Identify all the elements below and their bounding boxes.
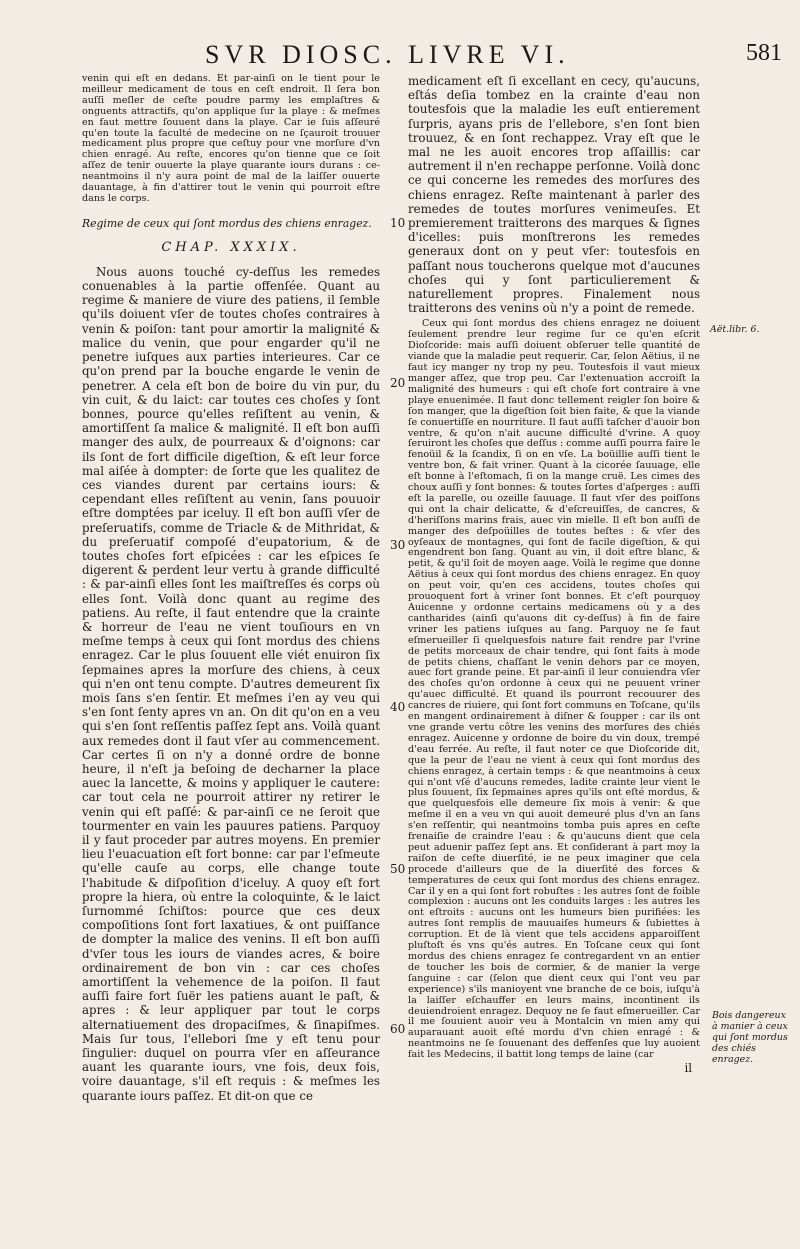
right-paragraph-1: medicament eſt ſi excellant en cecy, qu'aucuns, eſtás deſia tombez en la crainte d'eau non toutesfois que la maladie les euſt entierement ſurpris, ayans pris de l'ellebore, s'en ſont bien trouuez, & en ſont rechappez. Vray eſt que le mal ne les auoit encores trop aſſaillis: car autrement il n'en rechappe perſonne. Voilà donc ce qui concerne les remedes des morſures des chiens enragez. Reſte maintenant à parler des remedes de toutes morſures venimeuſes. Et premierement traitterons des marques & ſignes d'icelles: puis monſtrerons les remedes generaux dont on y peut vſer: toutesfois en paſſant nous toucherons quelque mot d'aucunes choſes qui y ſont particulierement & naturellement propres. Finalement nous traitterons des venins où n'y a point de remede. xyxy=(408,74,700,316)
page-number: 581 xyxy=(746,40,782,66)
left-paragraph-1: venin qui eſt en dedans. Et par-ainſi on le tient pour le meilleur medicament de tous en ceſt endroit. Il ſera bon auſſi meſler de ceſte poudre parmy les emplaſtres & onguents attractifs, qu'on applique ſur la playe : & meſmes en faut mettre ſouuent dans la playe. Car ie ſuis aſſeuré qu'en toute la faculté de medecine on ne ſçauroit trouuer medicament plus propre que ceſtuy pour vne morſure d'vn chien enragé. Au reſte, encores qu'on tienne que ce ſoit aſſez de tenir ouuerte la playe quarante iours durans : ce-neantmoins il n'y aura point de mal de la laiſſer ouuerte dauantage, à fin d'attirer tout le venin qui pourroit eſtre dans le corps. xyxy=(82,73,380,204)
line-number: 40 xyxy=(390,700,406,714)
line-number-gutter xyxy=(390,0,410,1249)
right-column xyxy=(408,74,700,1075)
line-number: 20 xyxy=(390,376,406,390)
marginal-note-reference: Aët.libr. 6. xyxy=(710,324,760,335)
running-title: SVR DIOSC. LIVRE VI. xyxy=(205,40,570,69)
section-heading: Regime de ceux qui ſont mordus des chiens enragez. xyxy=(82,216,372,230)
left-column xyxy=(82,74,380,1103)
line-number: 30 xyxy=(390,538,406,552)
line-number: 60 xyxy=(390,1022,406,1036)
line-number: 50 xyxy=(390,862,406,876)
line-number: 10 xyxy=(390,216,406,230)
marginal-note-gloss: Bois dangereux à manier à ceux qui ſont mordus des chiés enragez. xyxy=(712,1010,788,1065)
chapter-title: CHAP. XXXIX. xyxy=(161,239,301,255)
left-paragraph-2: Nous auons touché cy-deſſus les remedes conuenables à la partie offenſée. Quant au regime & maniere de viure des patiens, il ſemble qu'ils doiuent vſer de toutes choſes contraires à venin & poiſon: tant pour amortir la malignité & malice du venin, que pour engarder qu'il ne penetre iuſques aux parties interieures. Car ce qu'on prend par la bouche engarde le venin de penetrer. A cela eſt bon de boire du vin pur, du vin cuit, & du laict: car toutes ces choſes y ſont bonnes, pource qu'elles reſiſtent au venin, & amortiſſent ſa malice & malignité. Il eſt bon auſſi manger des aulx, de pourreaux & d'oignons: car ils ſont de fort difficile digeſtion, & eſt leur force mal aiſée à dompter: de ſorte que les qualitez de ces viandes durent par certains iours: & cependant elles reſiſtent au venin, ſans pouuoir eſtre domptées par iceluy. Il eſt bon auſſi vſer de preſeruatifs, comme de Triacle & de Mithridat, & du preſeruatif compoſé d'eupatorium, & de toutes choſes fort eſpicées : car les eſpices ſe digerent & perdent leur vertu à grande difficulté : & par-ainſi elles ſont les maiſtreſſes és corps où elles ſont. Voilà donc quant au regime des patiens. Au reſte, il faut entendre que la crainte & horreur de l'eau ne vient touſiours en vn meſme temps à ceux qui ſont mordus des chiens enragez. Car le plus ſouuent elle viét enuiron ſix ſepmaines apres la morſure des chiens, à ceux qui n'en ont tenu compte. D'autres demeurent ſix mois ſans s'en ſentir. Et meſmes i'en ay veu qui s'en ſont ſenty apres vn an. On dit qu'on en a veu qui s'en ſont reſſentis paſſez ſept ans. Voilà quant aux remedes dont il faut vſer au commencement. Car certes ſi on n'y a donné ordre de bonne heure, il n'eſt ja beſoing de decharner la place auec la lancette, & moins y appliquer le cautere: car tout cela ne pourroit attirer ny retirer le venin qui eſt paſſé: & par-ainſi ce ne ſeroit que tourmenter en vain les pauures patiens. Parquoy il y faut proceder par autres moyens. En premier lieu l'euacuation eſt fort bonne: car par l'eſmeute qu'elle cauſe au corps, elle change toute l'habitude & diſpoſition d'iceluy. A quoy eſt fort propre la hiera, où entre la coloquinte, & le laict ſurnommé ſchiſtos: pource que ces deux compoſitions ſont fort laxatiues, & ont puiſſance de dompter la malice des venins. Il eſt bon auſſi d'vſer tous les iours de viandes acres, & boire ordinairement de bon vin : car ces choſes amortiſſent la vehemence de la poiſon. Il faut auſſi faire fort ſuër les patiens auant le paſt, & apres : & leur appliquer par tout le corps alternatiuement des dropaciſmes, & ſinapiſmes. Mais ſur tous, l'ellebori ſme y eſt tenu pour ſingulier: duquel on pourra vſer en aſſeurance auant les quarante iours, vne fois, deux fois, voire dauantage, s'il eſt requis : & meſmes les quarante iours paſſez. Et dit-on que ce xyxy=(82,264,380,1103)
catchword: il xyxy=(684,1061,692,1076)
right-paragraph-2: Ceux qui ſont mordus des chiens enragez ne doiuent ſeulement prendre leur regime ſur ce qu'en eſcrit Dioſcoride: mais auſſi doiuent obſeruer telle quantité de viande que la maladie peut requerir. Car, ſelon Aëtius, il ne faut icy manger ny trop ny peu. Toutesfois il vaut mieux manger aſſez, que trop peu. Car l'extenuation accroiſt la malignité des humeurs : qui eſt choſe fort contraire à vne playe enuenimée. Il faut donc tellement reigler ſon boire & ſon manger, que la digeſtion ſoit bien faite, & que la viande ſe conuertiſſe en nourriture. Il faut auſſi taſcher d'auoir bon ventre, & qu'on n'ait aucune difficulté d'vrine. A quoy ſeruiront les choſes que deſſus : comme auſſi pourra faire le fenoüil & la ſcandix, ſi on en vſe. La boüillie auſſi tient le ventre bon, & fait vriner. Quant à la cicorée ſauuage, elle eſt bonne à l'eſtomach, ſi on la mange cruë. Les cimes des choux auſſi y ſont bonnes: & toutes ſortes d'aſperges : auſſi eſt la parelle, ou ozeille ſauuage. Il faut vſer des poiſſons qui ont la chair delicatte, & d'eſcreuiſſes, de cancres, & d'heriſſons marins frais, auec vin mielle. Il eſt bon auſſi de manger des deſpoüilles de toutes beſtes : & vſer des oyſeaux de montagnes, qui ſont de facile digeſtion, & qui engendrent bon ſang. Quant au vin, il doit eſtre blanc, & petit, & qu'il ſoit de moyen aage. Voilà le regime que donne Aëtius à ceux qui ſont mordus des chiens enragez. En quoy on peut voir, qu'en ces accidens, toutes choſes qui prouoquent fort à vriner ſont bonnes. Et c'eſt pourquoy Auicenne y ordonne certains medicamens où y a des cantharides (ainſi qu'auons dit cy-deſſus) à fin de faire vriner les patiens iuſques au ſang. Parquoy ne ſe faut eſmerueiller ſi quelquesfois nature fait rendre par l'vrine de petits morceaux de chair tendre, qui ſont faits à mode de petits chiens, chaſſant le venin dehors par ce moyen, auec fort grande peine. Et par-ainſi il leur conuiendra vſer des choſes qu'on ordonne à ceux qui ne peuuent vriner qu'auec difficulté. Et quand ils pourront recouurer des cancres de riuiere, qui ſont fort communs en Toſcane, qu'ils en mangent ordinairement à diſner & ſoupper : car ils ont vne grande vertu côtre les venins des morſures des chiés enragez. Auicenne y ordonne de boire du vin doux, trempé d'eau ferrée. Au reſte, il faut noter ce que Dioſcoride dit, que la peur de l'eau ne vient à ceux qui ſont mordus des chiens enragez, à certain temps : & que neantmoins à ceux qui n'ont vſé d'aucuns remedes, ladite crainte leur vient le plus ſouuent, ſix ſepmaines apres qu'ils ont eſté mordus, & que quelquesfois elle demeure ſix mois à venir: & que meſme il en a veu vn qui auoit demeuré plus d'vn an ſans s'en reſſentir, qui neantmoins tomba puis apres en ceſte frenaiſie de craindre l'eau : & qu'aucuns dient que cela peut aduenir paſſez ſept ans. Et conſiderant à part moy la raiſon de ceſte diuerſité, ie ne peux imaginer que cela procede d'ailleurs que de la diuerſité des forces & temperatures de ceux qui ſont mordus des chiens enragez. Car il y en a qui ſont fort robuſtes : les autres ſont de foible complexion : aucuns ont les conduits larges : les autres les ont eſtroits : aucuns ont les humeurs bien purifiées: les autres ſont remplis de mauuaiſes humeurs & ſubiettes à corruption. Et de là vient que tels accidens apparoiſſent pluſtoſt és vns qu'és autres. En Toſcane ceux qui ſont mordus des chiens enragez ſe contregardent vn an entier de toucher les bois de cormier, & de manier la verge ſanguine : car (ſelon que dient ceux qui l'ont veu par experience) s'ils manioyent vne branche de ce bois, iuſqu'à la laiſſer eſchauffer en leurs mains, incontinent ils deuiendroient enragez. Dequoy ne ſe faut eſmerueiller. Car il me ſouuient auoir veu à Montalcin vn mien amy qui auparauant auoit eſté mordu d'vn chien enragé : & neantmoins ne ſe ſouuenant des deffenſes que luy auoient fait les Medecins, il battit long temps de laine (car xyxy=(408,318,700,1061)
